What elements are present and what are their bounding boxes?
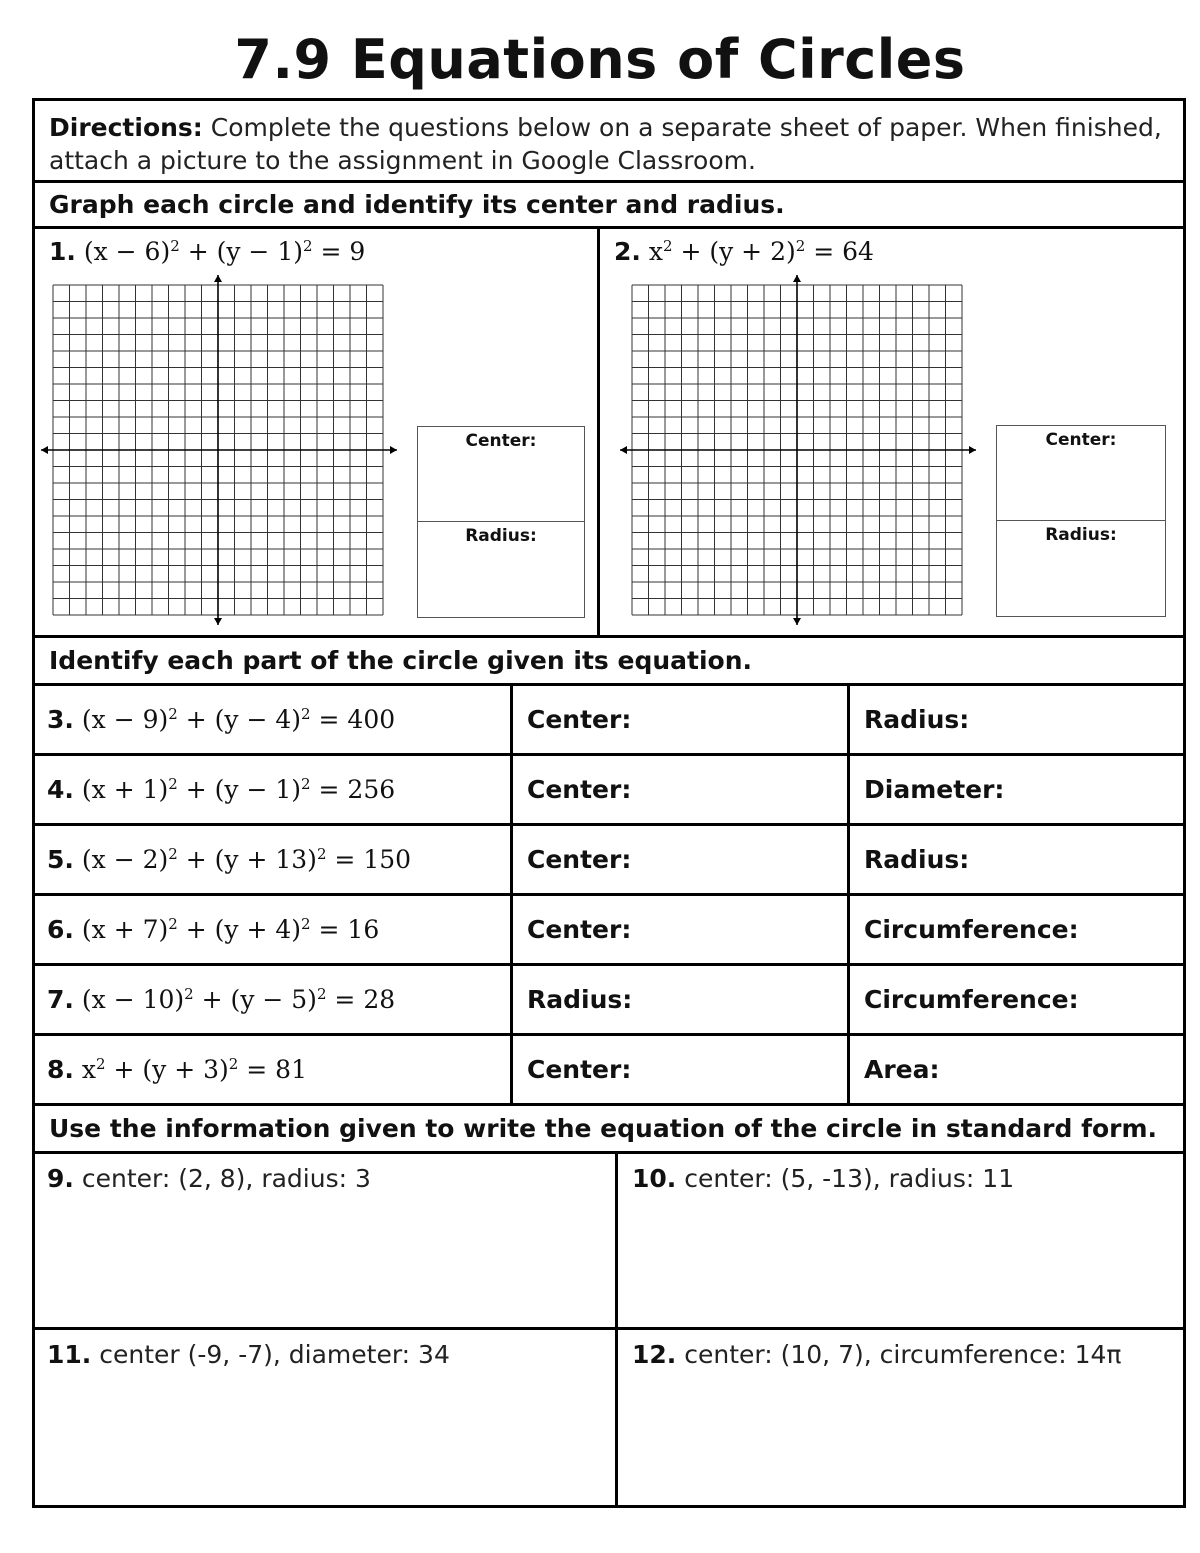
directions-label: Directions: — [49, 113, 203, 142]
table-row: 7. $(x - 10)^2 + (y - 5)^2 = 28$ Radius: Circumference: — [35, 966, 1183, 1036]
section-identify-heading: Identify each part of the circle given its equation. — [35, 638, 1183, 686]
center-label: Center: — [997, 426, 1165, 521]
page-title: 7.9 Equations of Circles — [234, 28, 966, 91]
worksheet — [32, 98, 1186, 1508]
problem-2-label: 2. $x^2 + (y + 2)^2 = 64$ — [614, 237, 874, 266]
answer-cell[interactable]: Circumference: — [864, 985, 1079, 1014]
problem-1-label: 1. $(x - 6)^2 + (y - 1)^2 = 9$ — [49, 237, 366, 266]
graph-row — [35, 229, 1183, 638]
answer-cell[interactable]: Radius: — [864, 845, 970, 874]
problem-2-cell — [600, 229, 1183, 635]
table-row: 5. $(x - 2)^2 + (y + 13)^2 = 150$ Center: Radius: — [35, 826, 1183, 896]
arrow-icon — [41, 446, 48, 454]
answer-cell[interactable]: Radius: — [864, 705, 970, 734]
answer-cell[interactable]: Center: — [513, 686, 850, 753]
problem-11-cell[interactable]: 11. center (-9, -7), diameter: 34 — [35, 1330, 618, 1505]
table-row: 4. $(x + 1)^2 + (y - 1)^2 = 256$ Center: Diameter: — [35, 756, 1183, 826]
arrow-icon — [620, 446, 627, 454]
write-row — [35, 1154, 1183, 1330]
coordinate-grid-1[interactable] — [39, 275, 401, 635]
center-label: Center: — [418, 427, 584, 522]
answer-cell[interactable]: Diameter: — [864, 775, 1005, 804]
answer-cell[interactable]: Radius: — [513, 966, 850, 1033]
directions-text: Complete the questions below on a separate sheet of paper. When finished, attach a picture to the assignment in Google Classroom. — [49, 113, 1162, 175]
table-row: 8. $x^2 + (y + 3)^2 = 81$ Center: Area: — [35, 1036, 1183, 1106]
table-row: 6. $(x + 7)^2 + (y + 4)^2 = 16$ Center: Circumference: — [35, 896, 1183, 966]
section-standard-form-heading: Use the information given to write the equation of the circle in standard form. — [35, 1106, 1183, 1154]
answer-box-2[interactable] — [996, 425, 1166, 617]
section-graph-heading: Graph each circle and identify its center and radius. — [35, 183, 1183, 229]
arrow-icon — [214, 275, 222, 282]
radius-label: Radius: — [1045, 525, 1117, 545]
problem-1-cell — [35, 229, 600, 635]
radius-label: Radius: — [465, 526, 537, 546]
answer-cell[interactable]: Center: — [513, 896, 850, 963]
arrow-icon — [793, 618, 801, 625]
write-row — [35, 1330, 1183, 1505]
directions-box — [35, 101, 1183, 183]
arrow-icon — [390, 446, 397, 454]
answer-box-1[interactable] — [417, 426, 585, 618]
answer-cell[interactable]: Center: — [513, 826, 850, 893]
table-row: 3. $(x - 9)^2 + (y - 4)^2 = 400$ Center: Radius: — [35, 686, 1183, 756]
problem-12-cell[interactable]: 12. center: (10, 7), circumference: 14π — [632, 1340, 1122, 1369]
answer-cell[interactable]: Area: — [864, 1055, 940, 1084]
problem-10-cell[interactable]: 10. center: (5, -13), radius: 11 — [632, 1164, 1015, 1193]
answer-cell[interactable]: Center: — [513, 1036, 850, 1103]
answer-cell[interactable]: Circumference: — [864, 915, 1079, 944]
problem-9-cell[interactable]: 9. center: (2, 8), radius: 3 — [35, 1154, 618, 1327]
coordinate-grid-2[interactable] — [618, 275, 980, 635]
arrow-icon — [793, 275, 801, 282]
arrow-icon — [214, 618, 222, 625]
arrow-icon — [969, 446, 976, 454]
answer-cell[interactable]: Center: — [513, 756, 850, 823]
